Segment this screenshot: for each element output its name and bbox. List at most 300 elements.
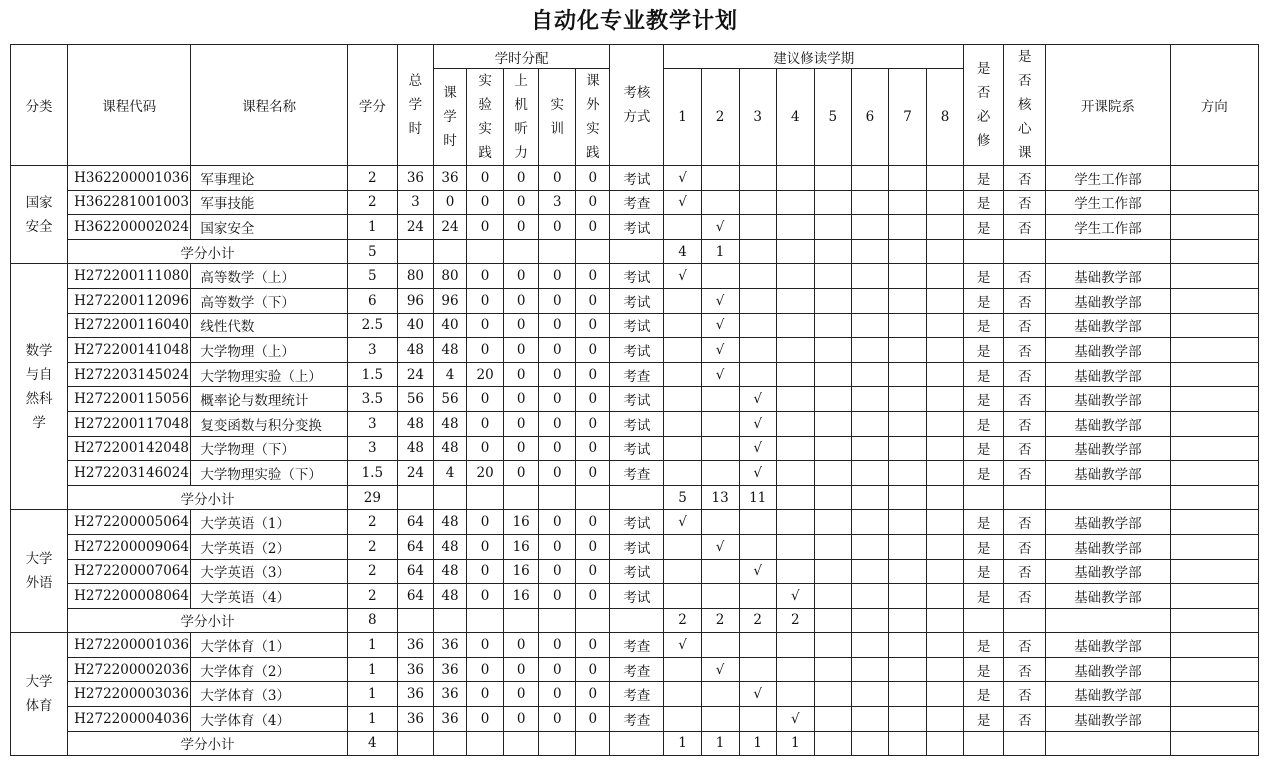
core-flag: 否: [1004, 411, 1046, 436]
course-name: 国家安全: [191, 215, 347, 240]
semester-mark: [851, 215, 888, 240]
semester-mark: [814, 559, 851, 584]
computer-hours: 0: [504, 682, 539, 707]
table-row: [11, 436, 1259, 461]
computer-hours: 0: [504, 215, 539, 240]
computer-hours: 16: [504, 510, 539, 535]
course-code: H272200142048: [68, 436, 191, 461]
experiment-hours: 0: [467, 313, 504, 338]
header-course-name: 课程名称: [191, 45, 347, 166]
semester-mark: [739, 633, 776, 658]
subtotal-empty: [397, 608, 433, 633]
required-flag: 是: [964, 215, 1004, 240]
department: 基础教学部: [1046, 682, 1170, 707]
subtotal-empty: [539, 731, 576, 756]
subtotal-empty: [1046, 239, 1170, 264]
table-row: [11, 264, 1259, 289]
required-flag: 是: [964, 166, 1004, 191]
direction: [1170, 166, 1258, 191]
subtotal-semester: [814, 485, 851, 510]
header-total-hours-char: 学: [408, 97, 423, 113]
experiment-hours: 0: [467, 215, 504, 240]
semester-mark: [927, 559, 964, 584]
header-core: [1004, 45, 1046, 166]
semester-mark: [739, 657, 776, 682]
subtotal-empty: [1170, 239, 1258, 264]
training-hours: 0: [539, 559, 576, 584]
training-hours: 0: [539, 510, 576, 535]
subtotal-semester: [851, 239, 888, 264]
table-row: [11, 362, 1259, 387]
total-hours: 24: [397, 362, 433, 387]
credit: 5: [347, 264, 397, 289]
header-required-char: 必: [976, 109, 991, 125]
credit: 6: [347, 288, 397, 313]
table-row: [11, 313, 1259, 338]
lecture-hours: 0: [433, 190, 466, 215]
exam-method: 考查: [610, 707, 664, 732]
category-cell-char: 大学: [25, 674, 53, 691]
exam-method: 考查: [610, 682, 664, 707]
computer-hours: 0: [504, 338, 539, 363]
table-row: [11, 559, 1259, 584]
semester-mark: [776, 362, 814, 387]
header-experiment-practice: [467, 69, 504, 166]
training-hours: 3: [539, 190, 576, 215]
semester-mark: [851, 411, 888, 436]
semester-mark: [927, 166, 964, 191]
semester-mark: [739, 313, 776, 338]
semester-mark: [814, 362, 851, 387]
semester-mark: √: [739, 436, 776, 461]
teaching-plan-table: [10, 44, 1259, 756]
computer-hours: 16: [504, 559, 539, 584]
direction: [1170, 190, 1258, 215]
semester-mark: √: [701, 657, 739, 682]
semester-mark: [664, 338, 701, 363]
computer-hours: 0: [504, 461, 539, 486]
subtotal-empty: [1170, 608, 1258, 633]
header-total-hours-char: 时: [408, 121, 423, 137]
subtotal-empty: [610, 485, 664, 510]
header-training-char: 训: [550, 121, 564, 137]
semester-mark: [851, 657, 888, 682]
training-hours: 0: [539, 313, 576, 338]
course-name: 高等数学（下）: [191, 288, 347, 313]
semester-mark: √: [664, 510, 701, 535]
subtotal-empty: [397, 731, 433, 756]
subtotal-empty: [1004, 485, 1046, 510]
required-flag: 是: [964, 387, 1004, 412]
course-code: H272203145024: [68, 362, 191, 387]
subtotal-semester: 1: [701, 239, 739, 264]
subtotal-credit: 5: [347, 239, 397, 264]
table-row: [11, 461, 1259, 486]
extracurricular-hours: 0: [576, 288, 610, 313]
lecture-hours: 36: [433, 633, 466, 658]
training-hours: 0: [539, 338, 576, 363]
category-cell-char: 然科: [25, 390, 53, 407]
semester-mark: √: [739, 559, 776, 584]
experiment-hours: 0: [467, 657, 504, 682]
required-flag: 是: [964, 633, 1004, 658]
subtotal-semester: [851, 608, 888, 633]
credit: 2: [347, 166, 397, 191]
total-hours: 40: [397, 313, 433, 338]
subtotal-empty: [539, 239, 576, 264]
semester-mark: [664, 657, 701, 682]
course-name: 大学英语（1）: [191, 510, 347, 535]
exam-method: 考试: [610, 510, 664, 535]
exam-method: 考试: [610, 288, 664, 313]
semester-mark: [701, 510, 739, 535]
table-row: [11, 633, 1259, 658]
semester-mark: [814, 166, 851, 191]
experiment-hours: 0: [467, 510, 504, 535]
course-code: H272200115056: [68, 387, 191, 412]
training-hours: 0: [539, 387, 576, 412]
extracurricular-hours: 0: [576, 362, 610, 387]
extracurricular-hours: 0: [576, 707, 610, 732]
course-name: 军事技能: [191, 190, 347, 215]
training-hours: 0: [539, 461, 576, 486]
semester-mark: [851, 313, 888, 338]
header-semester: 6: [851, 69, 888, 166]
semester-mark: [776, 264, 814, 289]
subtotal-empty: [504, 608, 539, 633]
category-cell: [11, 633, 68, 756]
subtotal-empty: [964, 485, 1004, 510]
course-code: H272203146024: [68, 461, 191, 486]
semester-mark: [776, 559, 814, 584]
header-semester: 8: [927, 69, 964, 166]
subtotal-semester: 2: [739, 608, 776, 633]
exam-method: 考查: [610, 633, 664, 658]
experiment-hours: 0: [467, 166, 504, 191]
semester-mark: [888, 534, 926, 559]
credit: 1: [347, 633, 397, 658]
header-semester: 2: [701, 69, 739, 166]
course-name: 大学体育（2）: [191, 657, 347, 682]
semester-mark: [927, 633, 964, 658]
subtotal-empty: [1004, 608, 1046, 633]
required-flag: 是: [964, 313, 1004, 338]
experiment-hours: 0: [467, 264, 504, 289]
header-core-char: 是: [1018, 49, 1032, 65]
category-cell: [11, 510, 68, 633]
semester-mark: [701, 387, 739, 412]
total-hours: 48: [397, 338, 433, 363]
semester-mark: √: [776, 707, 814, 732]
semester-mark: √: [701, 338, 739, 363]
semester-mark: [888, 633, 926, 658]
semester-mark: [851, 534, 888, 559]
experiment-hours: 0: [467, 288, 504, 313]
credit: 1: [347, 682, 397, 707]
extracurricular-hours: 0: [576, 190, 610, 215]
department: 基础教学部: [1046, 559, 1170, 584]
lecture-hours: 4: [433, 461, 466, 486]
subtotal-semester: 2: [664, 608, 701, 633]
total-hours: 64: [397, 510, 433, 535]
subtotal-semester: [927, 239, 964, 264]
training-hours: 0: [539, 436, 576, 461]
semester-mark: [927, 584, 964, 609]
semester-mark: [814, 707, 851, 732]
course-code: H272200111080: [68, 264, 191, 289]
semester-mark: [664, 461, 701, 486]
semester-mark: √: [664, 264, 701, 289]
semester-mark: [739, 584, 776, 609]
header-exam-method: [610, 45, 664, 166]
direction: [1170, 461, 1258, 486]
exam-method: 考试: [610, 387, 664, 412]
course-name: 大学英语（2）: [191, 534, 347, 559]
department: 基础教学部: [1046, 288, 1170, 313]
direction: [1170, 215, 1258, 240]
lecture-hours: 48: [433, 411, 466, 436]
semester-mark: [739, 534, 776, 559]
direction: [1170, 657, 1258, 682]
lecture-hours: 24: [433, 215, 466, 240]
header-computer-listening: [504, 69, 539, 166]
semester-mark: [814, 510, 851, 535]
page-title: 自动化专业教学计划: [530, 9, 738, 34]
credit: 2: [347, 559, 397, 584]
extracurricular-hours: 0: [576, 313, 610, 338]
semester-mark: [664, 707, 701, 732]
direction: [1170, 534, 1258, 559]
course-code: H272200001036: [68, 633, 191, 658]
credit: 2.5: [347, 313, 397, 338]
semester-mark: [927, 682, 964, 707]
course-code: H272200002036: [68, 657, 191, 682]
semester-mark: [927, 657, 964, 682]
experiment-hours: 0: [467, 534, 504, 559]
computer-hours: 0: [504, 436, 539, 461]
department: 学生工作部: [1046, 215, 1170, 240]
header-required: [964, 45, 1004, 166]
total-hours: 56: [397, 387, 433, 412]
exam-method: 考试: [610, 166, 664, 191]
extracurricular-hours: 0: [576, 682, 610, 707]
exam-method: 考试: [610, 338, 664, 363]
semester-mark: [927, 338, 964, 363]
required-flag: 是: [964, 510, 1004, 535]
subtotal-semester: [888, 485, 926, 510]
subtotal-row: [11, 485, 1259, 510]
semester-mark: [776, 387, 814, 412]
semester-mark: [776, 436, 814, 461]
department: 基础教学部: [1046, 510, 1170, 535]
header-semester: 7: [888, 69, 926, 166]
exam-method: 考查: [610, 362, 664, 387]
semester-mark: [814, 682, 851, 707]
semester-mark: [814, 657, 851, 682]
semester-mark: [851, 436, 888, 461]
lecture-hours: 36: [433, 707, 466, 732]
computer-hours: 0: [504, 313, 539, 338]
required-flag: 是: [964, 584, 1004, 609]
core-flag: 否: [1004, 534, 1046, 559]
extracurricular-hours: 0: [576, 534, 610, 559]
semester-mark: [701, 461, 739, 486]
experiment-hours: 0: [467, 559, 504, 584]
training-hours: 0: [539, 166, 576, 191]
semester-mark: [776, 534, 814, 559]
table-row: [11, 338, 1259, 363]
header-total-hours-char: 总: [408, 73, 423, 89]
semester-mark: [739, 362, 776, 387]
course-name: 大学物理（下）: [191, 436, 347, 461]
subtotal-semester: 1: [739, 731, 776, 756]
course-code: H272200005064: [68, 510, 191, 535]
exam-method: 考试: [610, 436, 664, 461]
header-required-char: 修: [976, 133, 991, 149]
core-flag: 否: [1004, 387, 1046, 412]
exam-method: 考查: [610, 657, 664, 682]
direction: [1170, 633, 1258, 658]
header-lecture-hours-char: 课: [443, 85, 457, 101]
lecture-hours: 56: [433, 387, 466, 412]
core-flag: 否: [1004, 436, 1046, 461]
computer-hours: 0: [504, 411, 539, 436]
direction: [1170, 313, 1258, 338]
lecture-hours: 80: [433, 264, 466, 289]
extracurricular-hours: 0: [576, 215, 610, 240]
exam-method: 考查: [610, 461, 664, 486]
training-hours: 0: [539, 362, 576, 387]
course-name: 军事理论: [191, 166, 347, 191]
semester-mark: [888, 338, 926, 363]
category-cell-char: 体育: [25, 698, 53, 715]
experiment-hours: 0: [467, 190, 504, 215]
department: 基础教学部: [1046, 362, 1170, 387]
semester-mark: [927, 510, 964, 535]
computer-hours: 0: [504, 166, 539, 191]
semester-mark: [814, 338, 851, 363]
semester-mark: [851, 559, 888, 584]
lecture-hours: 36: [433, 657, 466, 682]
semester-mark: [739, 510, 776, 535]
required-flag: 是: [964, 362, 1004, 387]
experiment-hours: 0: [467, 682, 504, 707]
total-hours: 24: [397, 215, 433, 240]
course-code: H272200009064: [68, 534, 191, 559]
header-extracurricular-practice: [576, 69, 610, 166]
extracurricular-hours: 0: [576, 584, 610, 609]
header-category: 分类: [11, 45, 68, 166]
subtotal-empty: [433, 731, 466, 756]
semester-mark: [814, 215, 851, 240]
experiment-hours: 0: [467, 411, 504, 436]
required-flag: 是: [964, 264, 1004, 289]
semester-mark: √: [739, 461, 776, 486]
course-code: H362281001003: [68, 190, 191, 215]
core-flag: 否: [1004, 362, 1046, 387]
subtotal-empty: [433, 239, 466, 264]
subtotal-semester: [739, 239, 776, 264]
semester-mark: [851, 264, 888, 289]
direction: [1170, 584, 1258, 609]
semester-mark: [701, 411, 739, 436]
required-flag: 是: [964, 411, 1004, 436]
subtotal-semester: [927, 731, 964, 756]
table-header: [11, 45, 1259, 166]
header-training-char: 实: [550, 97, 564, 113]
exam-method: 考试: [610, 534, 664, 559]
course-name: 线性代数: [191, 313, 347, 338]
experiment-hours: 20: [467, 461, 504, 486]
training-hours: 0: [539, 215, 576, 240]
core-flag: 否: [1004, 313, 1046, 338]
course-code: H272200007064: [68, 559, 191, 584]
semester-mark: [814, 461, 851, 486]
semester-mark: [664, 584, 701, 609]
subtotal-semester: 11: [739, 485, 776, 510]
lecture-hours: 48: [433, 436, 466, 461]
exam-method: 考试: [610, 215, 664, 240]
header-exam-method-char: 方式: [623, 109, 651, 125]
semester-mark: [664, 436, 701, 461]
semester-mark: [701, 682, 739, 707]
semester-mark: [776, 338, 814, 363]
exam-method: 考试: [610, 559, 664, 584]
table-row: [11, 657, 1259, 682]
total-hours: 3: [397, 190, 433, 215]
computer-hours: 0: [504, 362, 539, 387]
total-hours: 64: [397, 534, 433, 559]
core-flag: 否: [1004, 510, 1046, 535]
credit: 3.5: [347, 387, 397, 412]
subtotal-semester: [776, 239, 814, 264]
semester-mark: [888, 264, 926, 289]
semester-mark: [664, 362, 701, 387]
credit: 3: [347, 338, 397, 363]
subtotal-empty: [1170, 731, 1258, 756]
header-computer-listening-char: 听: [514, 121, 528, 137]
training-hours: 0: [539, 657, 576, 682]
department: 基础教学部: [1046, 411, 1170, 436]
header-core-char: 课: [1018, 145, 1032, 161]
computer-hours: 0: [504, 707, 539, 732]
header-extracurricular-practice-char: 课: [586, 73, 600, 89]
total-hours: 24: [397, 461, 433, 486]
credit: 3: [347, 411, 397, 436]
header-experiment-practice-char: 验: [478, 97, 492, 113]
subtotal-semester: 1: [701, 731, 739, 756]
semester-mark: [888, 411, 926, 436]
course-code: H272200116040: [68, 313, 191, 338]
computer-hours: 0: [504, 190, 539, 215]
semester-mark: [776, 190, 814, 215]
direction: [1170, 510, 1258, 535]
total-hours: 96: [397, 288, 433, 313]
semester-mark: [888, 461, 926, 486]
semester-mark: [927, 436, 964, 461]
semester-mark: [814, 534, 851, 559]
core-flag: 否: [1004, 166, 1046, 191]
subtotal-semester: [927, 485, 964, 510]
extracurricular-hours: 0: [576, 510, 610, 535]
semester-mark: [701, 264, 739, 289]
department: 基础教学部: [1046, 461, 1170, 486]
training-hours: 0: [539, 707, 576, 732]
department: 学生工作部: [1046, 190, 1170, 215]
semester-mark: [776, 633, 814, 658]
subtotal-empty: [1046, 485, 1170, 510]
header-total-hours: [397, 45, 433, 166]
